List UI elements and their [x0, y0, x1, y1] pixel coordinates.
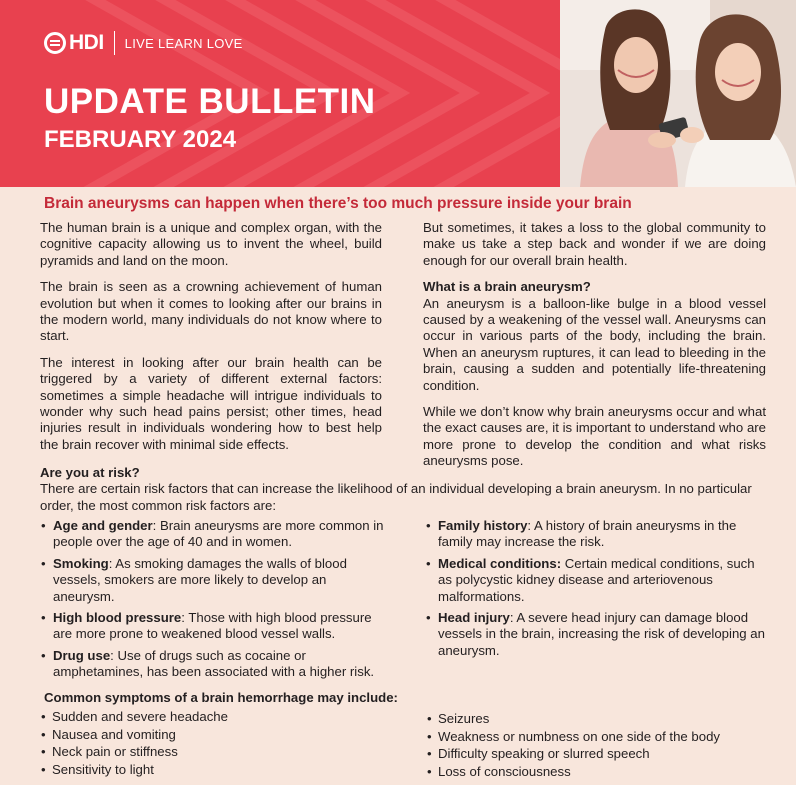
- risk-text: : A history of brain aneurysms in the family may increase the risk.: [438, 518, 737, 550]
- definition-paragraph: An aneurysm is a balloon-like bulge in a blood vessel caused by a weakening of the vessel wall. Aneurysms can occur in various parts of the body, including the brain. When an aneurysm ruptures, it can lead to bleeding in the brain, causing a sudden and potentially life-threatening condition.: [423, 295, 766, 393]
- symptom-item: • Sudden and severe headache: [40, 708, 228, 726]
- intro-paragraph: While we don’t know why brain aneurysms occur and what the exact causes are, it is important to understand who are more prone to develop the condition and what risks aneurysms pose.: [423, 404, 766, 469]
- risk-term: Age and gender: [53, 518, 153, 533]
- risk-list-left: [40, 518, 385, 686]
- intro-right-column: [423, 220, 766, 480]
- symptom-item: • Neck pain or stiffness: [40, 743, 228, 761]
- symptom-item: • Difficulty speaking or slurred speech: [426, 745, 720, 763]
- intro-left-column: [40, 220, 382, 463]
- section-heading-risk: Are you at risk?: [40, 465, 140, 480]
- hdi-logo-icon: [44, 32, 66, 54]
- symptom-item: • Sensitivity to light: [40, 761, 228, 779]
- section-heading-symptoms: Common symptoms of a brain hemorrhage may include:: [44, 690, 398, 705]
- risk-term: Head injury: [438, 610, 510, 626]
- risk-item: [425, 556, 770, 605]
- header-banner: [0, 0, 796, 187]
- page-subtitle: FEBRUARY 2024: [44, 126, 237, 153]
- risk-item: [40, 648, 385, 681]
- risk-item: [425, 518, 770, 551]
- article-headline: Brain aneurysms can happen when there’s too much pressure inside your brain: [44, 195, 632, 212]
- logo-text: HDI: [69, 31, 104, 54]
- symptom-list-right: [426, 710, 720, 780]
- risk-item: [425, 610, 770, 659]
- risk-text: : Those with high blood pressure are more prone to weakened blood vessel walls.: [53, 610, 372, 642]
- risk-item: [40, 610, 385, 643]
- intro-paragraph: The interest in looking after our brain health can be triggered by a variety of different external factors: sometimes a simple headache will intrigue individuals to wonder why such head pains persist; other times, head injuries result in individuals wondering how to best help the brain recover with minimal side effects.: [40, 354, 382, 452]
- intro-paragraph: But sometimes, it takes a loss to the global community to make us take a step back and wonder if we are doing enough for our overall brain health.: [423, 220, 766, 268]
- risk-section: [40, 465, 766, 514]
- risk-item: [40, 518, 385, 551]
- risk-text: Certain medical conditions, such as polycystic kidney disease and arteriovenous malformations.: [438, 555, 755, 604]
- risk-term: Smoking: [53, 555, 109, 571]
- two-women-phone-photo: [560, 0, 796, 187]
- intro-paragraph: The brain is seen as a crowning achievement of human evolution but when it comes to looking after our brains in the modern world, many individuals do not know where to start.: [40, 279, 382, 344]
- risk-term: Family history: [438, 518, 528, 533]
- risk-text: : A severe head injury can damage blood vessels in the brain, increasing the risk of developing an aneurysm.: [438, 610, 765, 658]
- logo-tagline: LIVE LEARN LOVE: [124, 35, 243, 51]
- section-heading-what-is: What is a brain aneurysm?: [423, 279, 591, 295]
- risk-text: : Use of drugs such as cocaine or amphetamines, has been associated with a higher risk.: [53, 647, 375, 680]
- risk-intro: There are certain risk factors that can increase the likelihood of an individual developing a brain aneurysm. In no particular order, the most common risk factors are:: [40, 481, 752, 513]
- logo-divider: [114, 31, 115, 55]
- risk-term: Drug use: [53, 647, 111, 663]
- intro-paragraph: The human brain is a unique and complex organ, with the cognitive capacity allowing us to invent the wheel, build pyramids and land on the moon.: [40, 220, 382, 268]
- risk-term: Medical conditions:: [438, 555, 562, 571]
- symptom-item: • Weakness or numbness on one side of the body: [426, 728, 720, 746]
- symptom-list-left: [40, 708, 228, 778]
- risk-item: [40, 556, 385, 605]
- risk-term: High blood pressure: [53, 610, 182, 626]
- symptom-item: • Nausea and vomiting: [40, 726, 228, 744]
- risk-text: : As smoking damages the walls of blood vessels, smokers are more likely to develop an aneurysm.: [53, 555, 347, 604]
- risk-text: : Brain aneurysms are more common in people over the age of 40 and in women.: [53, 518, 384, 550]
- hdi-logo: [44, 31, 243, 55]
- symptom-item: • Seizures: [426, 710, 720, 728]
- page-title: UPDATE BULLETIN: [44, 82, 376, 121]
- risk-list-right: [425, 518, 770, 664]
- symptom-item: • Loss of consciousness: [426, 763, 720, 781]
